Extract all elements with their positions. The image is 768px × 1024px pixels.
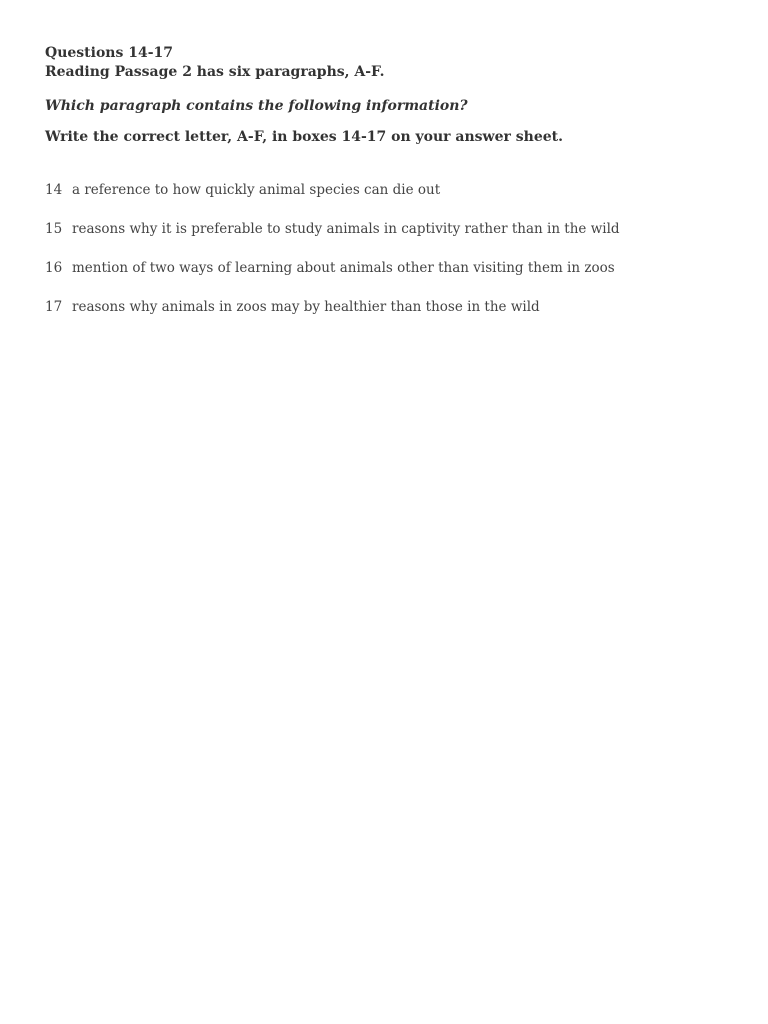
question-item (45, 259, 745, 277)
question-text: a reference to how quickly animal species can die out (72, 182, 441, 198)
question-number: 14 (45, 182, 63, 198)
question-item (45, 220, 745, 238)
question-number: 15 (45, 221, 63, 237)
question-item (45, 181, 745, 199)
question-text: mention of two ways of learning about animals other than visiting them in zoos (72, 260, 615, 276)
document-page (45, 44, 745, 337)
question-text: reasons why it is preferable to study animals in captivity rather than in the wild (72, 221, 620, 237)
questions-range-heading: Questions 14-17 (45, 45, 173, 61)
passage-info-heading: Reading Passage 2 has six paragraphs, A-F. (45, 64, 385, 80)
question-list (45, 181, 745, 316)
question-item (45, 298, 745, 316)
instruction-prompt: Which paragraph contains the following information? (45, 98, 468, 114)
question-number: 16 (45, 260, 63, 276)
question-number: 17 (45, 299, 63, 315)
instruction-directive: Write the correct letter, A-F, in boxes 14-17 on your answer sheet. (45, 129, 563, 145)
question-text: reasons why animals in zoos may by healthier than those in the wild (72, 299, 540, 315)
